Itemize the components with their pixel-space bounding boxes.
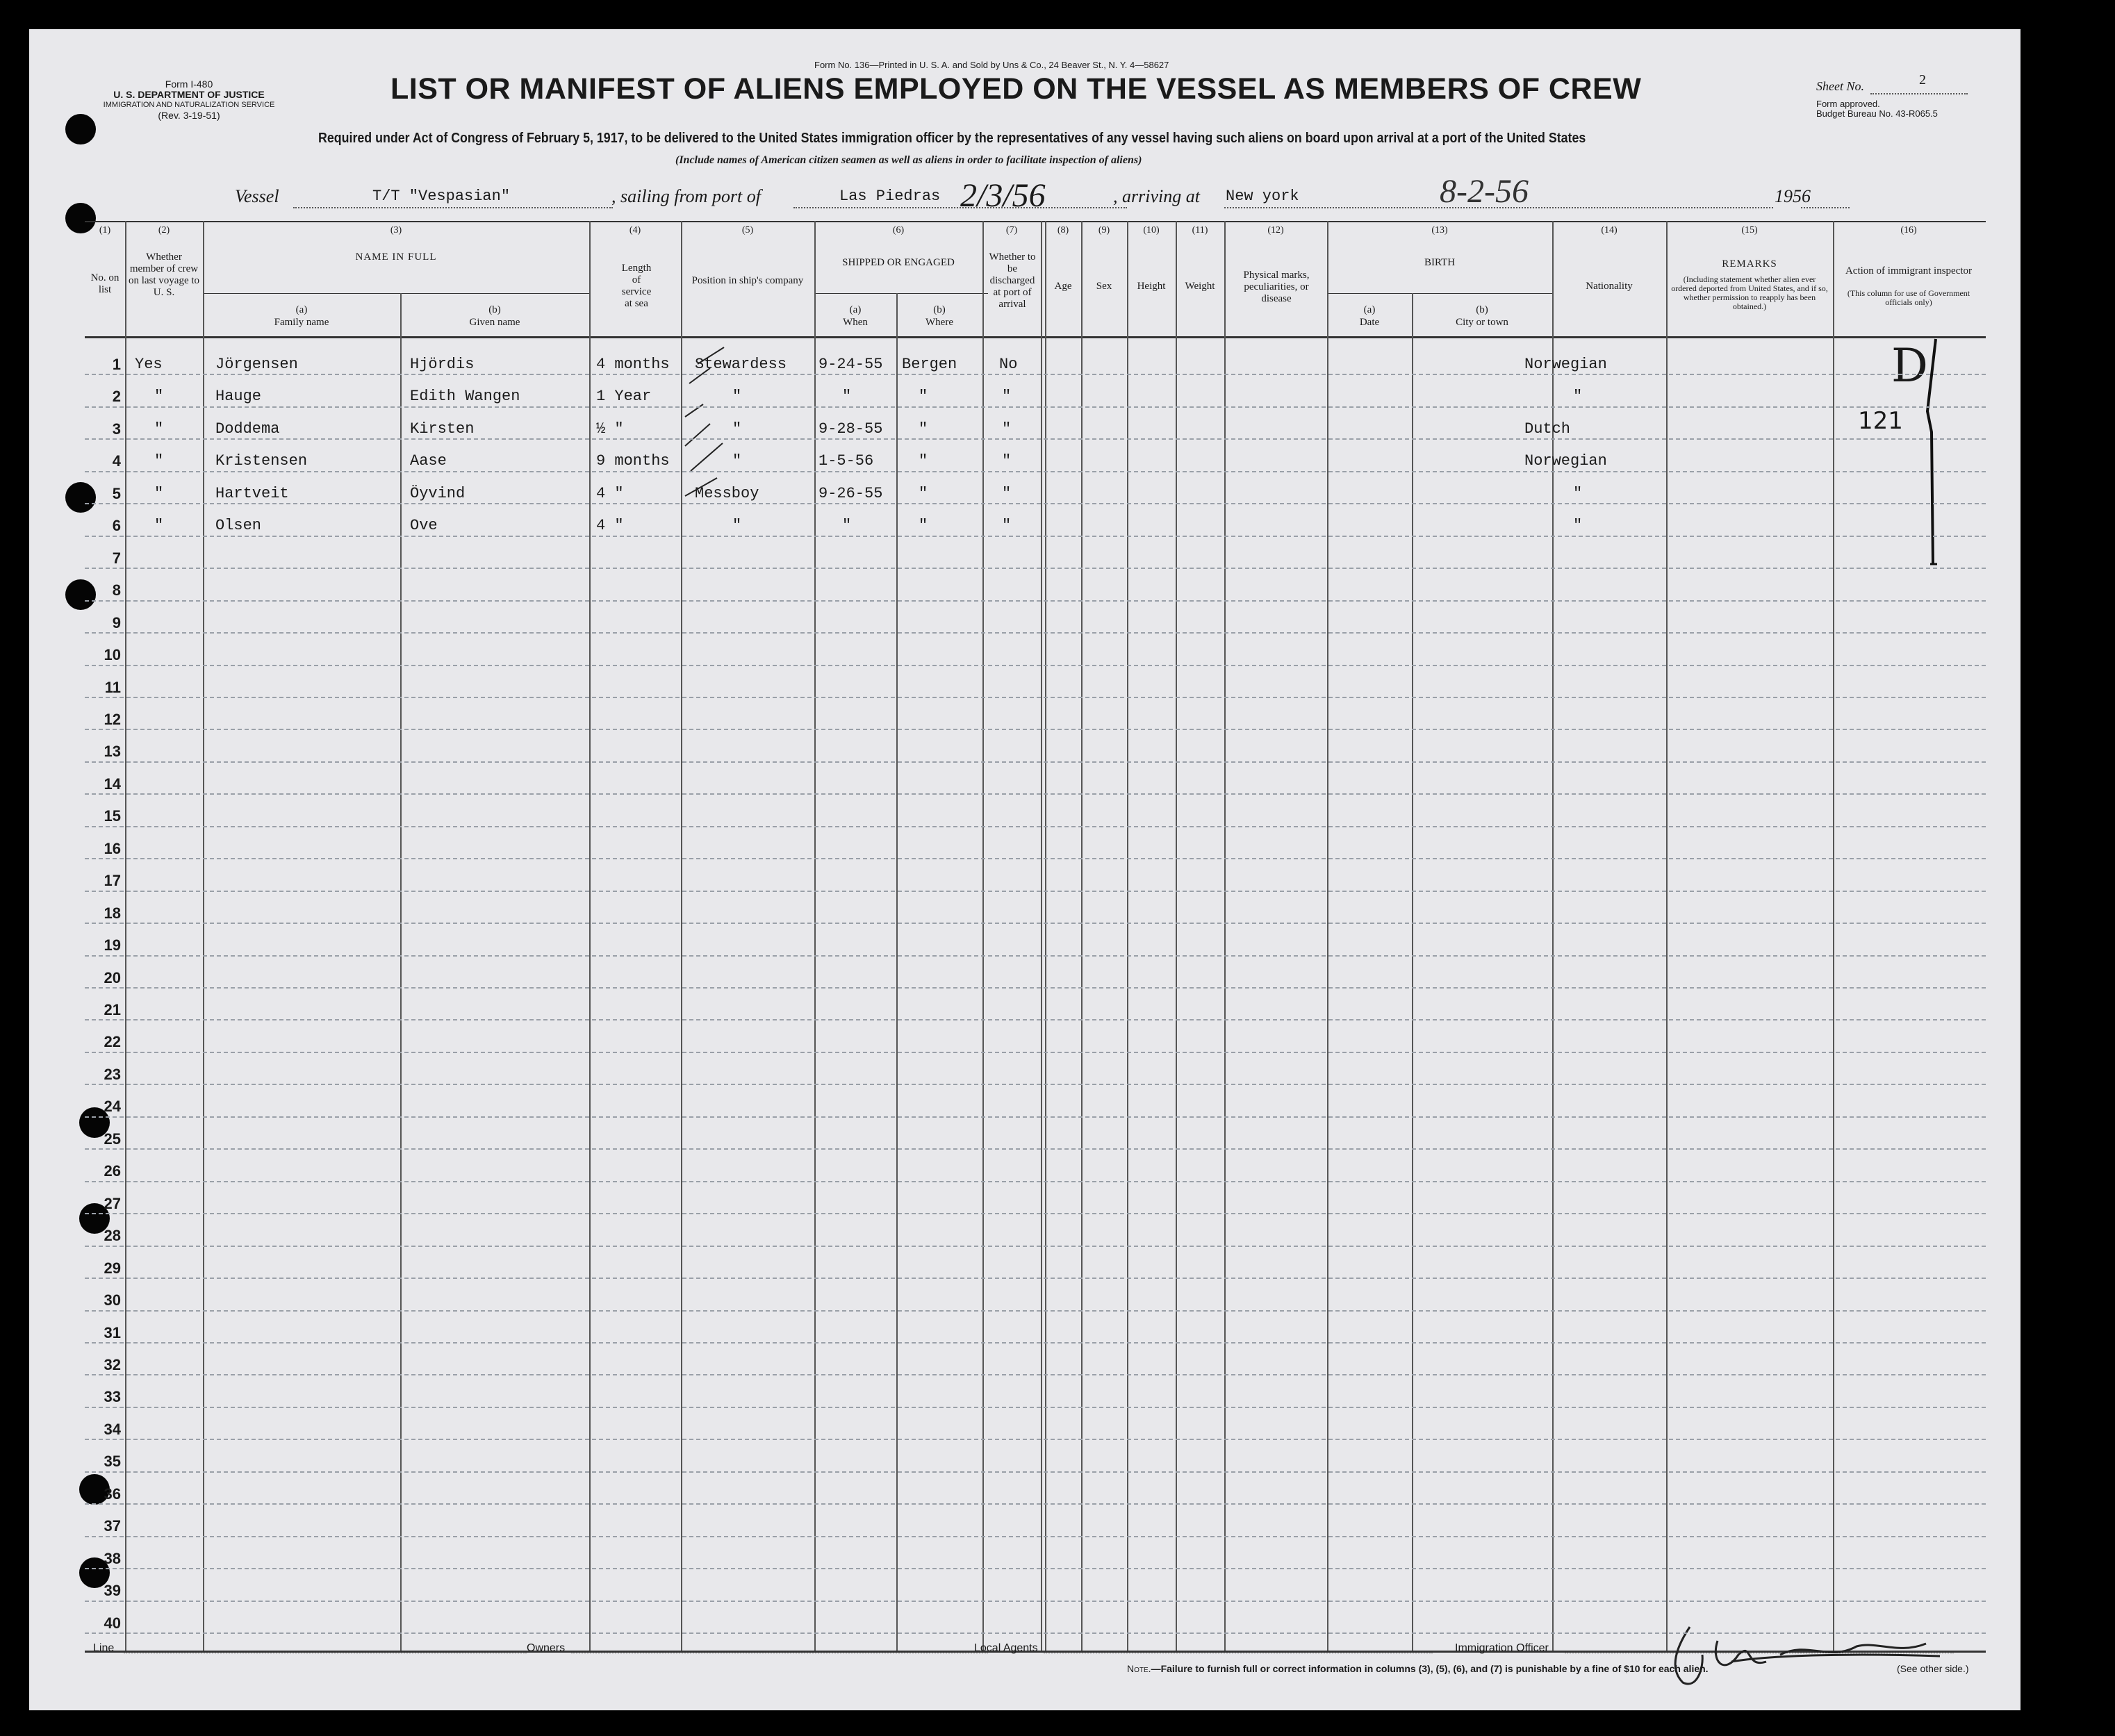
row-shipped-when: " <box>842 517 852 535</box>
header-birth-city-letter: (b) <box>1476 304 1488 315</box>
column-number: (12) <box>1267 225 1284 235</box>
col-divider <box>814 221 816 1652</box>
column-number: (3) <box>390 225 402 235</box>
row-number: 40 <box>104 1614 121 1632</box>
header-no-on-list: No. on list <box>90 272 120 295</box>
row-number: 4 <box>112 452 121 470</box>
row-service-length: 4 " <box>596 517 624 535</box>
row-shipped-where: " <box>919 452 928 470</box>
row-discharged: " <box>1002 452 1012 470</box>
departure-date-handwritten: 2/3/56 <box>960 177 1046 214</box>
col-divider <box>125 221 126 1652</box>
row-number: 14 <box>104 775 121 793</box>
row-number: 11 <box>104 678 121 696</box>
row-position: " <box>732 517 742 535</box>
row-number: 6 <box>112 517 121 535</box>
row-number: 38 <box>104 1549 121 1567</box>
column-number: (1) <box>99 225 111 235</box>
row-rule <box>85 1278 1986 1279</box>
col-divider <box>1412 293 1413 1652</box>
arriving-label: , arriving at <box>1113 186 1200 206</box>
footer-owners-blank <box>571 1652 988 1653</box>
row-discharged: " <box>1002 517 1012 535</box>
row-service-length: 9 months <box>596 452 670 470</box>
sailing-label: , sailing from port of <box>611 186 762 206</box>
column-number: (15) <box>1741 225 1758 235</box>
row-discharged: " <box>1002 388 1012 406</box>
header-height: Height <box>1137 281 1166 292</box>
row-last-voyage: " <box>154 484 164 502</box>
row-given-name: Ove <box>410 517 438 535</box>
row-rule <box>85 1503 1986 1505</box>
row-shipped-where: " <box>919 484 928 502</box>
col-divider <box>589 221 591 1652</box>
row-number: 25 <box>104 1130 121 1148</box>
row-rule <box>85 1407 1986 1408</box>
header-subrule <box>203 293 589 294</box>
row-family-name: Olsen <box>215 517 262 535</box>
row-number: 39 <box>104 1582 121 1600</box>
row-number: 18 <box>104 904 121 922</box>
col-divider <box>1666 221 1668 1652</box>
row-number: 8 <box>112 581 121 600</box>
footer-note <box>1127 1663 1709 1674</box>
row-rule <box>85 1439 1986 1440</box>
row-nationality: Norwegian <box>1524 452 1607 470</box>
form-corner <box>85 79 293 121</box>
row-rule <box>85 826 1986 827</box>
year-underline <box>1801 207 1850 208</box>
column-number: (16) <box>1900 225 1917 235</box>
footer-line-blank <box>124 1652 527 1653</box>
row-last-voyage: Yes <box>135 356 163 373</box>
column-number: (10) <box>1143 225 1160 235</box>
footer-owners-label: Owners <box>527 1642 566 1654</box>
row-rule <box>85 471 1986 472</box>
row-rule <box>85 1019 1986 1020</box>
header-birth-date: Date <box>1359 317 1380 328</box>
sheet-no-underline <box>1870 93 1968 94</box>
row-rule <box>85 1568 1986 1569</box>
row-given-name: Hjördis <box>410 356 475 373</box>
row-last-voyage: " <box>154 388 164 406</box>
header-discharged: Whether to be discharged at port of arrival <box>989 251 1036 310</box>
col-divider <box>982 221 984 1652</box>
row-number: 29 <box>104 1259 121 1277</box>
row-discharged: No <box>999 356 1018 373</box>
row-last-voyage: " <box>154 420 164 438</box>
sheet-no-value: 2 <box>1919 72 1926 88</box>
row-last-voyage: " <box>154 452 164 470</box>
officer-signature <box>1648 1613 1975 1696</box>
department: U. S. DEPARTMENT OF JUSTICE <box>113 89 265 100</box>
row-position: " <box>732 388 742 406</box>
row-number: 19 <box>104 936 121 954</box>
col-divider <box>1045 221 1046 1652</box>
column-number: (11) <box>1192 225 1208 235</box>
row-number: 23 <box>104 1065 121 1083</box>
row-number: 7 <box>112 549 121 567</box>
row-number: 37 <box>104 1517 121 1535</box>
row-family-name: Jörgensen <box>215 356 298 373</box>
row-number: 13 <box>104 743 121 761</box>
row-number: 5 <box>112 484 121 502</box>
row-shipped-where: Bergen <box>902 356 957 373</box>
row-rule <box>85 1536 1986 1537</box>
row-shipped-where: " <box>919 420 928 438</box>
row-number: 3 <box>112 420 121 438</box>
row-shipped-when: " <box>842 388 852 406</box>
row-rule <box>85 697 1986 698</box>
row-shipped-when: 9-24-55 <box>818 356 883 373</box>
row-number: 17 <box>104 872 121 890</box>
header-where: Where <box>925 317 953 328</box>
row-family-name: Hauge <box>215 388 262 406</box>
row-nationality: " <box>1573 484 1583 502</box>
header-name-in-full: NAME IN FULL <box>355 251 437 263</box>
header-birth-date-letter: (a) <box>1363 304 1376 315</box>
row-rule <box>85 1632 1986 1634</box>
row-rule <box>85 503 1986 504</box>
row-shipped-where: " <box>919 517 928 535</box>
header-sex: Sex <box>1096 281 1112 292</box>
header-family-name: Family name <box>274 317 329 328</box>
row-family-name: Kristensen <box>215 452 308 470</box>
row-position: Messboy <box>695 484 759 502</box>
row-number: 36 <box>104 1485 121 1503</box>
row-number: 20 <box>104 968 121 986</box>
row-rule <box>85 374 1986 375</box>
row-number: 22 <box>104 1033 121 1051</box>
col-divider <box>896 293 898 1652</box>
approval-line-2: Budget Bureau No. 43-R065.5 <box>1816 108 1938 119</box>
port-value: Las Piedras <box>839 188 941 205</box>
row-rule <box>85 438 1986 440</box>
row-rule <box>85 1052 1986 1053</box>
row-rule <box>85 1116 1986 1118</box>
note-label: Note. <box>1127 1663 1151 1674</box>
header-given-letter: (b) <box>488 304 501 315</box>
col-divider <box>400 293 402 1652</box>
row-nationality: Dutch <box>1524 420 1571 438</box>
row-nationality: " <box>1573 517 1583 535</box>
row-number: 10 <box>104 646 121 664</box>
row-rule <box>85 600 1986 602</box>
header-bottom-rule <box>85 336 1986 338</box>
row-shipped-when: 9-28-55 <box>818 420 883 438</box>
row-position: " <box>732 452 742 470</box>
subtitle: Required under Act of Congress of February 5, 1917, to be delivered to the United States immigration officer by the representatives of any vessel having such aliens on board upon arrival at a port of the United States <box>318 131 1586 146</box>
check-marks <box>655 335 766 515</box>
row-rule <box>85 761 1986 763</box>
row-rule <box>85 406 1986 408</box>
header-when: When <box>843 317 868 328</box>
row-last-voyage: " <box>154 517 164 535</box>
header-age: Age <box>1054 281 1072 292</box>
col-divider <box>1224 221 1226 1652</box>
header-when-letter: (a) <box>849 304 862 315</box>
arriving-value: New york <box>1226 188 1299 205</box>
row-rule <box>85 1148 1986 1150</box>
row-rule <box>85 568 1986 569</box>
row-number: 30 <box>104 1291 121 1309</box>
row-number: 32 <box>104 1355 121 1373</box>
header-where-letter: (b) <box>933 304 946 315</box>
header-length-service: Length of service at sea <box>621 263 652 309</box>
manifest-sheet <box>29 29 2021 1710</box>
row-rule <box>85 1246 1986 1247</box>
row-position: " <box>732 420 742 438</box>
row-rule <box>85 665 1986 666</box>
col-divider <box>1327 221 1328 1652</box>
service: IMMIGRATION AND NATURALIZATION SERVICE <box>103 101 275 109</box>
sheet-no-label: Sheet No. <box>1816 79 1864 93</box>
row-position: Stewardess <box>695 356 787 373</box>
header-given-name: Given name <box>469 317 520 328</box>
row-number: 26 <box>104 1162 121 1180</box>
row-discharged: " <box>1002 420 1012 438</box>
column-number: (14) <box>1601 225 1618 235</box>
row-service-length: 4 " <box>596 484 624 502</box>
row-rule <box>85 955 1986 957</box>
header-weight: Weight <box>1185 281 1215 292</box>
row-number: 15 <box>104 807 121 825</box>
footer-agents-blank <box>1044 1652 1433 1653</box>
row-number: 1 <box>112 356 121 373</box>
row-rule <box>85 1601 1986 1602</box>
row-rule <box>85 632 1986 634</box>
printer-line: Form No. 136—Printed in U. S. A. and Sold by Uns & Co., 24 Beaver St., N. Y. 4—58627 <box>814 60 1169 70</box>
row-number: 16 <box>104 839 121 857</box>
inspector-mark: D <box>1891 339 1928 392</box>
column-number: (5) <box>741 225 754 235</box>
column-number: (7) <box>1005 225 1018 235</box>
header-shipped: SHIPPED OR ENGAGED <box>842 257 955 268</box>
column-number: (8) <box>1057 225 1069 235</box>
row-number: 21 <box>104 1001 121 1018</box>
col-divider <box>1127 221 1128 1652</box>
see-other-side: (See other side.) <box>1897 1663 1969 1674</box>
row-rule <box>85 793 1986 795</box>
header-last-voyage: Whether member of crew on last voyage to U. S. <box>128 251 200 298</box>
approval-line-1: Form approved. <box>1816 99 1880 109</box>
row-rule <box>85 1471 1986 1473</box>
row-rule <box>85 923 1986 924</box>
header-birth: BIRTH <box>1424 257 1456 268</box>
vessel-label: Vessel <box>235 186 279 206</box>
row-shipped-where: " <box>919 388 928 406</box>
row-rule <box>85 858 1986 859</box>
col-divider <box>1041 221 1042 1652</box>
row-family-name: Hartveit <box>215 484 289 502</box>
row-rule <box>85 536 1986 537</box>
col-divider <box>1833 221 1834 1652</box>
row-rule <box>85 1310 1986 1312</box>
row-discharged: " <box>1002 484 1012 502</box>
row-number: 9 <box>112 613 121 631</box>
header-position: Position in ship's company <box>691 275 804 286</box>
col-divider <box>1176 221 1177 1652</box>
header-nationality: Nationality <box>1586 281 1633 292</box>
col-divider <box>1081 221 1083 1652</box>
row-number: 24 <box>104 1098 121 1116</box>
row-rule <box>85 1213 1986 1214</box>
header-remarks-note: (Including statement whether alien ever ordered deported from United States, and if so, whether permission to reapply has been obtained.) <box>1671 274 1828 311</box>
row-family-name: Doddema <box>215 420 280 438</box>
column-number: (6) <box>892 225 905 235</box>
column-number: (4) <box>629 225 641 235</box>
header-birth-city: City or town <box>1456 317 1508 328</box>
row-given-name: Öyvind <box>410 484 466 502</box>
vessel-value: T/T "Vespasian" <box>372 188 511 205</box>
row-number: 34 <box>104 1420 121 1438</box>
row-shipped-when: 9-26-55 <box>818 484 883 502</box>
row-service-length: 1 Year <box>596 388 652 406</box>
inspector-number: 121 <box>1858 407 1903 435</box>
header-family-letter: (a) <box>295 304 308 315</box>
vessel-underline <box>293 207 613 208</box>
header-physical-marks: Physical marks, peculiarities, or disease <box>1243 270 1310 304</box>
row-service-length: 4 months <box>596 356 670 373</box>
row-service-length: ½ " <box>596 420 624 438</box>
header-subrule <box>814 293 988 294</box>
row-number: 31 <box>104 1323 121 1341</box>
column-number: (13) <box>1431 225 1448 235</box>
year: 1956 <box>1775 186 1811 206</box>
revision: (Rev. 3-19-51) <box>158 110 220 121</box>
row-number: 33 <box>104 1388 121 1406</box>
row-rule <box>85 987 1986 989</box>
header-subrule <box>1327 293 1552 294</box>
row-number: 2 <box>112 388 121 406</box>
row-number: 28 <box>104 1227 121 1245</box>
row-nationality: " <box>1573 388 1583 406</box>
header-top-rule <box>85 221 1986 222</box>
header-inspector-note: (This column for use of Government officials only) <box>1847 288 1970 307</box>
row-rule <box>85 1342 1986 1344</box>
col-divider <box>203 221 204 1652</box>
row-rule <box>85 891 1986 892</box>
column-number: (2) <box>158 225 170 235</box>
header-remarks: REMARKS <box>1722 258 1777 270</box>
row-nationality: Norwegian <box>1524 356 1607 373</box>
note-text: —Failure to furnish full or correct information in columns (3), (5), (6), and (7) is punishable by a fine of $10 for each alien. <box>1151 1663 1709 1674</box>
row-given-name: Aase <box>410 452 447 470</box>
header-inspector-action: Action of immigrant inspector <box>1845 265 1973 276</box>
row-number: 12 <box>104 710 121 728</box>
row-given-name: Kirsten <box>410 420 475 438</box>
row-rule <box>85 729 1986 730</box>
row-number: 35 <box>104 1453 121 1471</box>
row-number: 27 <box>104 1194 121 1212</box>
row-shipped-when: 1-5-56 <box>818 452 874 470</box>
arrival-date-handwritten: 8-2-56 <box>1440 173 1529 210</box>
row-rule <box>85 1181 1986 1182</box>
footer-line-label: Line <box>93 1642 115 1654</box>
row-rule <box>85 1374 1986 1375</box>
form-number: Form I-480 <box>165 78 213 90</box>
row-given-name: Edith Wangen <box>410 388 520 406</box>
row-rule <box>85 1084 1986 1085</box>
footer-agents-label: Local Agents <box>974 1642 1038 1654</box>
column-number: (9) <box>1098 225 1110 235</box>
footer-officer-label: Immigration Officer <box>1455 1642 1549 1654</box>
page-title: LIST OR MANIFEST OF ALIENS EMPLOYED ON THE VESSEL AS MEMBERS OF CREW <box>390 72 1642 106</box>
subtitle-note: (Include names of American citizen seamen as well as aliens in order to facilitate inspection of aliens) <box>675 154 1142 166</box>
